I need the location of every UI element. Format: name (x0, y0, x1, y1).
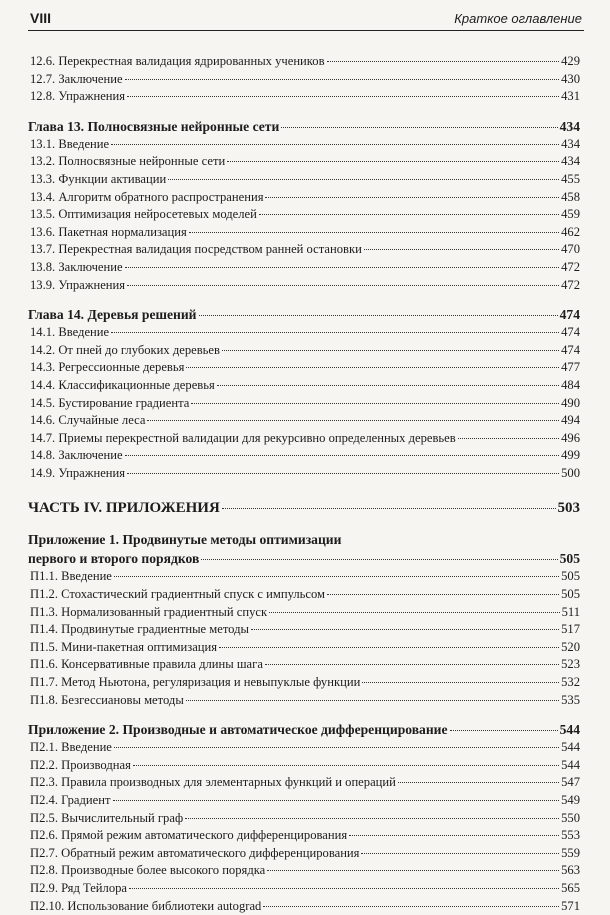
toc-entry-label: 14.7. Приемы перекрестной валидации для рекурсивно определенных деревьев (30, 430, 456, 445)
chapter-14-heading[interactable]: Глава 14. Деревья решений 474 (28, 307, 580, 323)
toc-entry-page: 472 (561, 259, 580, 274)
toc-entry[interactable] (28, 639, 580, 657)
toc-entry-page: 477 (561, 360, 580, 375)
toc-entry-label: П2.2. Производная (30, 757, 131, 772)
toc-entry[interactable] (28, 810, 580, 828)
dot-leader (129, 888, 559, 889)
toc-entry[interactable] (28, 845, 580, 863)
toc-entry[interactable] (28, 241, 580, 259)
toc-entry[interactable] (28, 189, 580, 207)
toc-entry-page: 494 (561, 413, 580, 428)
page-number: VIII (30, 10, 52, 26)
toc-entry[interactable] (28, 430, 580, 448)
toc-entry[interactable] (28, 880, 580, 898)
toc-entry-page: 523 (561, 657, 580, 672)
toc-entry-label: 14.9. Упражнения (30, 465, 126, 480)
app1-list (28, 568, 580, 709)
dot-leader (127, 285, 559, 286)
toc-entry-label: П2.5. Вычислительный граф (30, 810, 184, 825)
dot-leader (361, 853, 559, 854)
toc-entry[interactable] (28, 586, 580, 604)
toc-entry[interactable] (28, 739, 580, 757)
toc-entry-label: 14.5. Бустирование градиента (30, 395, 190, 410)
dot-leader (125, 79, 560, 80)
toc-entry-page: 429 (561, 54, 580, 68)
dot-leader (327, 61, 560, 62)
toc-entry-label: П1.8. Безгессиановы методы (30, 692, 184, 707)
running-title: Краткое оглавление (454, 11, 582, 26)
toc-entry-page: 434 (561, 154, 580, 169)
toc-entry-label: 12.7. Заключение (30, 71, 123, 86)
toc-entry[interactable] (28, 656, 580, 674)
toc-entry[interactable] (28, 621, 580, 639)
toc-entry-page: 549 (561, 793, 580, 807)
toc-entry-page: 547 (561, 775, 580, 790)
toc-entry-page: 559 (561, 845, 580, 860)
toc-entry[interactable] (28, 412, 580, 430)
toc-entry[interactable] (28, 324, 580, 342)
dot-leader (263, 906, 559, 907)
toc-entry-page: 474 (561, 325, 580, 340)
toc-entry-label: 13.8. Заключение (30, 259, 123, 274)
toc-entry-page: 431 (561, 89, 580, 104)
dot-leader (125, 267, 560, 268)
toc-entry[interactable] (28, 395, 580, 413)
dot-leader (219, 647, 559, 648)
toc-entry-label: П1.5. Мини-пакетная оптимизация (30, 639, 218, 654)
dot-leader (111, 332, 559, 333)
toc-entry-page: 459 (561, 207, 580, 222)
dot-leader (114, 576, 559, 577)
toc-entry-page: 520 (561, 639, 580, 654)
appendix-1-heading[interactable]: первого и второго порядков 505 (28, 551, 580, 567)
toc-entry-page: 484 (561, 377, 580, 392)
toc-entry[interactable] (28, 136, 580, 154)
toc-entry-page: 532 (561, 675, 580, 690)
toc-entry[interactable] (28, 206, 580, 224)
toc-entry-page: 544 (561, 757, 580, 772)
dot-leader (191, 403, 559, 404)
dot-leader (222, 350, 559, 351)
app2-list (28, 739, 580, 915)
toc-entry-label: 14.6. Случайные леса (30, 413, 146, 428)
toc-entry-label: П2.1. Введение (30, 740, 112, 755)
toc-entry-label: П1.2. Стохастический градиентный спуск с импульсом (30, 587, 325, 602)
dot-leader (114, 747, 559, 748)
dot-leader (111, 144, 559, 145)
toc-entry[interactable] (28, 153, 580, 171)
toc-entry-page: 472 (561, 277, 580, 292)
toc-entry-page: 474 (561, 342, 580, 357)
toc-entry[interactable] (28, 277, 580, 295)
toc-entry-label: 13.7. Перекрестная валидация посредством ранней остановки (30, 242, 362, 257)
ch12-tail-list (28, 53, 580, 106)
toc-entry-page: 455 (561, 171, 580, 186)
toc-entry[interactable] (28, 674, 580, 692)
dot-leader (217, 385, 559, 386)
toc-entry[interactable] (28, 224, 580, 242)
toc-entry-page: 544 (561, 740, 580, 755)
toc-entry[interactable] (28, 792, 580, 810)
toc-entry-label: П1.3. Нормализованный градиентный спуск (30, 604, 268, 619)
toc-entry-label: 12.6. Перекрестная валидация ядрированных учеников (30, 54, 325, 68)
dot-leader (364, 249, 559, 250)
toc-entry-label: П1.6. Консервативные правила длины шага (30, 657, 263, 672)
toc-entry-label: П1.4. Продвинутые градиентные методы (30, 622, 249, 637)
toc-entry[interactable] (28, 359, 580, 377)
dot-leader (189, 232, 559, 233)
appendix-1-heading-line1: Приложение 1. Продвинутые методы оптимизации (28, 532, 342, 548)
dot-leader (251, 629, 559, 630)
toc-entry-label: П2.7. Обратный режим автоматического дифференцирования (30, 845, 360, 860)
toc-entry-label: П2.9. Ряд Тейлора (30, 880, 128, 895)
toc-entry-page: 505 (561, 587, 580, 602)
toc-entry[interactable] (28, 465, 580, 483)
toc-entry-page: 500 (561, 465, 580, 480)
toc-entry-page: 462 (561, 224, 580, 239)
toc-entry-label: П1.1. Введение (30, 569, 112, 584)
toc-entry-page: 496 (561, 430, 580, 445)
toc-entry-label: 14.8. Заключение (30, 448, 123, 463)
toc-entry[interactable] (28, 774, 580, 792)
toc-entry-label: 13.1. Введение (30, 136, 110, 151)
dot-leader (186, 700, 559, 701)
toc-entry-label: 14.4. Классификационные деревья (30, 377, 215, 392)
toc-entry[interactable] (28, 604, 580, 622)
dot-leader (269, 612, 559, 613)
toc-entry-page: 430 (561, 71, 580, 86)
appendix-2-heading[interactable]: Приложение 2. Производные и автоматическое дифференцирование 544 (28, 722, 580, 738)
ch13-list (28, 136, 580, 294)
toc-entry[interactable] (28, 757, 580, 775)
toc-entry[interactable] (28, 898, 580, 915)
toc-entry[interactable] (28, 692, 580, 710)
dot-leader (125, 455, 560, 456)
dot-leader (133, 765, 559, 766)
toc-entry-label: 13.4. Алгоритм обратного распространения (30, 189, 264, 204)
toc-entry[interactable] (28, 377, 580, 395)
toc-entry-page: 550 (561, 810, 580, 825)
dot-leader (267, 870, 559, 871)
toc-entry[interactable] (28, 827, 580, 845)
toc-entry-label: П2.8. Производные более высокого порядка (30, 863, 266, 878)
dot-leader (186, 367, 559, 368)
dot-leader (259, 214, 559, 215)
dot-leader (127, 96, 559, 97)
chapter-13-heading[interactable]: Глава 13. Полносвязные нейронные сети 434 (28, 118, 580, 134)
toc-entry-label: 13.2. Полносвязные нейронные сети (30, 154, 226, 169)
toc-entry-label: П2.10. Использование библиотеки autograd (30, 898, 262, 913)
toc-entry[interactable] (28, 71, 580, 89)
toc-entry[interactable] (28, 342, 580, 360)
toc-entry[interactable] (28, 88, 580, 106)
toc-entry-label: 14.2. От пней до глубоких деревьев (30, 342, 220, 357)
toc-entry[interactable] (28, 568, 580, 586)
toc-entry-page: 505 (561, 569, 580, 584)
dot-leader (327, 594, 559, 595)
toc-entry-page: 458 (561, 189, 580, 204)
dot-leader (458, 438, 559, 439)
toc-entry-label: 13.6. Пакетная нормализация (30, 224, 187, 239)
dot-leader (168, 179, 559, 180)
toc-entry-page: 535 (561, 692, 580, 707)
toc-entry-label: 14.3. Регрессионные деревья (30, 360, 185, 375)
toc-entry-page: 490 (561, 395, 580, 410)
page-header (28, 6, 584, 31)
dot-leader (265, 197, 559, 198)
toc-entry-label: П2.3. Правила производных для элементарных функций и операций (30, 775, 396, 790)
toc-entry-label: 13.9. Упражнения (30, 277, 126, 292)
dot-leader (349, 835, 559, 836)
toc-entry[interactable] (28, 259, 580, 277)
dot-leader (398, 782, 559, 783)
table-of-contents (28, 53, 580, 915)
dot-leader (265, 664, 559, 665)
dot-leader (147, 420, 559, 421)
toc-entry-page: 434 (561, 136, 580, 151)
toc-entry[interactable] (28, 447, 580, 465)
toc-entry-label: П2.4. Градиент (30, 793, 111, 807)
toc-entry[interactable] (28, 171, 580, 189)
toc-entry-page: 565 (561, 880, 580, 895)
dot-leader (362, 682, 559, 683)
dot-leader (113, 800, 560, 801)
dot-leader (185, 818, 559, 819)
ch14-list (28, 324, 580, 482)
toc-entry-page: 563 (561, 863, 580, 878)
toc-entry-page: 571 (561, 898, 580, 913)
dot-leader (227, 161, 559, 162)
toc-entry[interactable] (28, 53, 580, 71)
toc-entry[interactable] (28, 862, 580, 880)
toc-entry-label: 13.3. Функции активации (30, 171, 167, 186)
part-4-heading[interactable]: ЧАСТЬ IV. ПРИЛОЖЕНИЯ 503 (28, 500, 580, 517)
toc-entry-page: 470 (561, 242, 580, 257)
toc-entry-label: П1.7. Метод Ньютона, регуляризация и невыпуклые функции (30, 675, 361, 690)
toc-entry-page: 553 (561, 828, 580, 843)
toc-entry-label: П2.6. Прямой режим автоматического дифференцирования (30, 828, 348, 843)
dot-leader (127, 473, 559, 474)
toc-entry-label: 13.5. Оптимизация нейросетевых моделей (30, 207, 257, 222)
toc-entry-label: 12.8. Упражнения (30, 89, 126, 104)
toc-entry-page: 517 (561, 622, 580, 637)
toc-entry-page: 499 (561, 448, 580, 463)
toc-entry-label: 14.1. Введение (30, 325, 110, 340)
toc-entry-page: 511 (561, 604, 580, 619)
